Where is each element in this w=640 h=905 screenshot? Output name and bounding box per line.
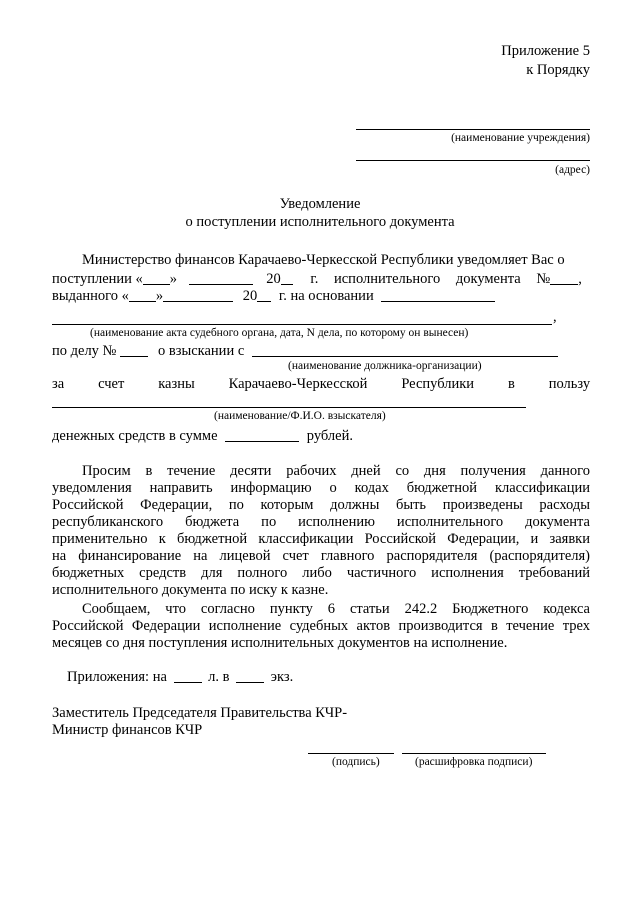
act-line-comma: , — [553, 309, 557, 325]
appendix-line1: Приложение 5 — [501, 43, 590, 59]
para1-line6 — [52, 376, 590, 393]
institution-caption: (наименование учреждения) — [451, 132, 590, 144]
text: » — [169, 271, 178, 287]
text: л. в — [208, 669, 230, 685]
pages-blank — [174, 668, 202, 683]
text: денежных средств в сумме — [52, 428, 218, 444]
signature-decode-line — [402, 753, 546, 754]
word: Республики — [401, 376, 475, 392]
para2-line: применительно к бюджетной классификации Российской Федерации, и заявки — [52, 531, 590, 547]
text: поступлении « — [52, 271, 143, 287]
appendix-line2: к Порядку — [526, 62, 590, 78]
para3-line: Российской Федерации исполнение судебных актов производится в течение трех — [52, 618, 590, 634]
institution-line — [356, 129, 590, 130]
word: Карачаево-Черкесской — [228, 376, 368, 392]
month-blank — [189, 270, 253, 285]
para2-line: уведомления направить информацию о кодах бюджетной классификации — [52, 480, 590, 496]
para1-line1: Министерство финансов Карачаево-Черкесской Республики уведомляет Вас о — [82, 252, 565, 268]
case-line — [52, 342, 558, 360]
debtor-blank — [252, 342, 558, 357]
debtor-caption: (наименование должника-организации) — [288, 360, 482, 372]
text: по делу № — [52, 343, 117, 359]
para2-line: республиканского бюджета по исполнению исполнительного документа — [52, 514, 590, 530]
signature-line — [308, 753, 394, 754]
year-blank — [281, 270, 293, 285]
attachments-line — [67, 668, 293, 686]
act-caption: (наименование акта судебного органа, дата, N дела, по которому он вынесен) — [90, 327, 469, 339]
address-line — [356, 160, 590, 161]
para2-line: исполнительного документа по иску к казне. — [52, 582, 329, 598]
text: выданного « — [52, 288, 129, 304]
text: г. — [310, 271, 319, 287]
text: документа — [455, 271, 521, 287]
text: 20 — [266, 271, 281, 287]
para2-line: бюджетных средств для полного либо частичного исполнения требований — [52, 565, 590, 581]
para2-line: Просим в течение десяти рабочих дней со дня получения данного — [82, 463, 590, 479]
word: счет — [98, 376, 125, 392]
signature-decode-caption: (расшифровка подписи) — [415, 756, 533, 768]
word: за — [52, 376, 65, 392]
signer-line2: Министр финансов КЧР — [52, 722, 203, 738]
issue-month-blank — [163, 287, 233, 302]
text: , — [578, 271, 582, 287]
sum-line — [52, 427, 353, 445]
act-line — [52, 324, 552, 325]
day-blank — [143, 270, 170, 285]
sum-blank — [225, 427, 299, 442]
text: исполнительного — [333, 271, 441, 287]
para3-line: Сообщаем, что согласно пункту 6 статьи 242.2 Бюджетного кодекса — [82, 601, 590, 617]
text: о взыскании с — [158, 343, 245, 359]
text: рублей. — [306, 428, 353, 444]
title-line2: о поступлении исполнительного документа — [185, 214, 455, 230]
para2-line: на финансирование на лицевой счет главного распорядителя (распорядителя) — [52, 548, 590, 564]
copies-blank — [236, 668, 264, 683]
basis-blank — [381, 287, 495, 302]
title-line1: Уведомление — [279, 196, 361, 212]
doc-number-blank — [550, 270, 578, 285]
text: экз. — [270, 669, 294, 685]
text: г. на основании — [278, 288, 374, 304]
issue-day-blank — [129, 287, 156, 302]
para2-line: Российской Федерации, по которым должны быть произведены расходы — [52, 497, 590, 513]
word: в — [507, 376, 515, 392]
word: пользу — [548, 376, 591, 392]
text: » — [155, 288, 164, 304]
para1-line3 — [52, 287, 495, 305]
issue-year-blank — [257, 287, 271, 302]
para3-line: месяцев со дня поступления исполнительных документов на исполнение. — [52, 635, 508, 651]
text: № — [536, 271, 551, 287]
word: казны — [158, 376, 195, 392]
para1-line2 — [52, 270, 582, 288]
claimant-caption: (наименование/Ф.И.О. взыскателя) — [214, 410, 386, 422]
signature-caption: (подпись) — [332, 756, 380, 768]
claimant-line — [52, 407, 526, 408]
signer-line1: Заместитель Председателя Правительства КЧР- — [52, 705, 348, 721]
case-number-blank — [120, 342, 148, 357]
text: 20 — [242, 288, 258, 304]
address-caption: (адрес) — [555, 164, 590, 176]
text: Приложения: на — [67, 669, 167, 685]
